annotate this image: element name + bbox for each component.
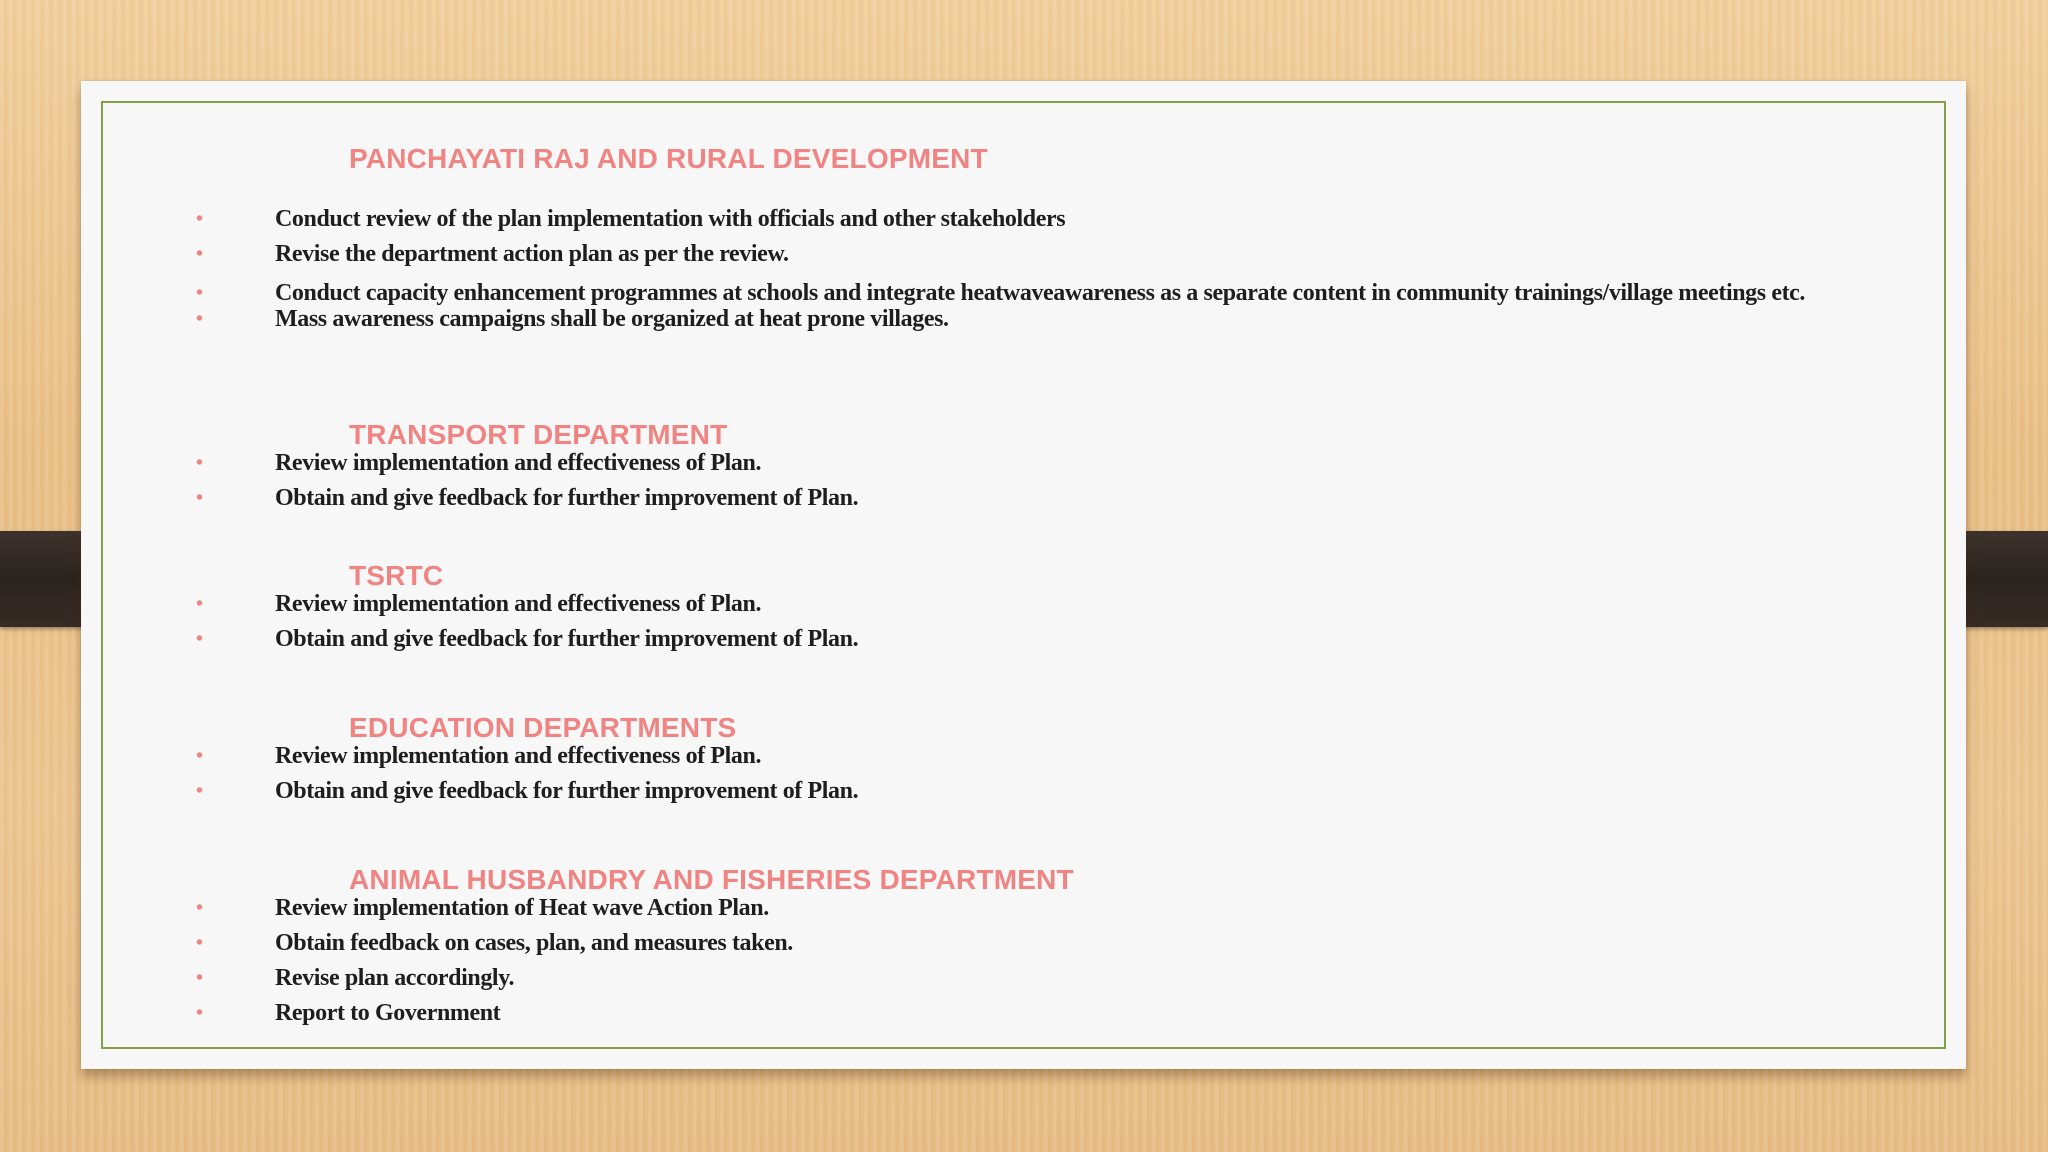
bullet-icon: • xyxy=(196,967,203,989)
section-list-transport xyxy=(81,446,858,516)
list-item: • Revise the department action plan as per the review. xyxy=(81,237,1915,272)
bullet-icon: • xyxy=(196,780,203,802)
bullet-icon: • xyxy=(196,243,203,265)
bullet-icon: • xyxy=(196,452,203,474)
bullet-icon: • xyxy=(196,208,203,230)
list-item: • Mass awareness campaigns shall be organized at heat prone villages. xyxy=(81,302,1915,337)
bullet-icon: • xyxy=(196,897,203,919)
bullet-icon: • xyxy=(196,745,203,767)
list-item: • Review implementation of Heat wave Action Plan. xyxy=(81,891,793,926)
list-item: • Review implementation and effectiveness of Plan. xyxy=(81,739,858,774)
bullet-icon: • xyxy=(196,487,203,509)
bullet-icon: • xyxy=(196,628,203,650)
bullet-icon: • xyxy=(196,282,203,304)
section-heading-animal-husbandry: ANIMAL HUSBANDRY AND FISHERIES DEPARTMENT xyxy=(349,864,1074,895)
bullet-icon: • xyxy=(196,932,203,954)
list-item: • Revise plan accordingly. xyxy=(81,961,793,996)
list-item: • Review implementation and effectiveness of Plan. xyxy=(81,446,858,481)
list-item: • Report to Government xyxy=(81,996,793,1031)
list-item: • Obtain and give feedback for further improvement of Plan. xyxy=(81,481,858,516)
list-item: • Obtain and give feedback for further improvement of Plan. xyxy=(81,774,858,809)
section-list-education xyxy=(81,739,858,809)
section-list-tsrtc xyxy=(81,587,858,657)
section-list-panchayati-raj xyxy=(81,202,1915,337)
bullet-icon: • xyxy=(196,308,203,330)
slide-card xyxy=(81,81,1966,1069)
bullet-icon: • xyxy=(196,1002,203,1024)
list-item: • Obtain and give feedback for further improvement of Plan. xyxy=(81,622,858,657)
list-item: • Conduct capacity enhancement programmes at schools and integrate heatwaveawareness as a separate content in community trainings/village meetings etc. xyxy=(81,276,1915,310)
section-heading-tsrtc: TSRTC xyxy=(349,560,444,591)
bullet-icon: • xyxy=(196,593,203,615)
section-list-animal-husbandry xyxy=(81,891,793,1031)
section-heading-transport: TRANSPORT DEPARTMENT xyxy=(349,419,728,450)
section-heading-education: EDUCATION DEPARTMENTS xyxy=(349,712,737,743)
section-heading-panchayati-raj: PANCHAYATI RAJ AND RURAL DEVELOPMENT xyxy=(349,143,988,174)
list-item: • Conduct review of the plan implementation with officials and other stakeholders xyxy=(81,202,1915,237)
list-item: • Obtain feedback on cases, plan, and measures taken. xyxy=(81,926,793,961)
list-item: • Review implementation and effectiveness of Plan. xyxy=(81,587,858,622)
